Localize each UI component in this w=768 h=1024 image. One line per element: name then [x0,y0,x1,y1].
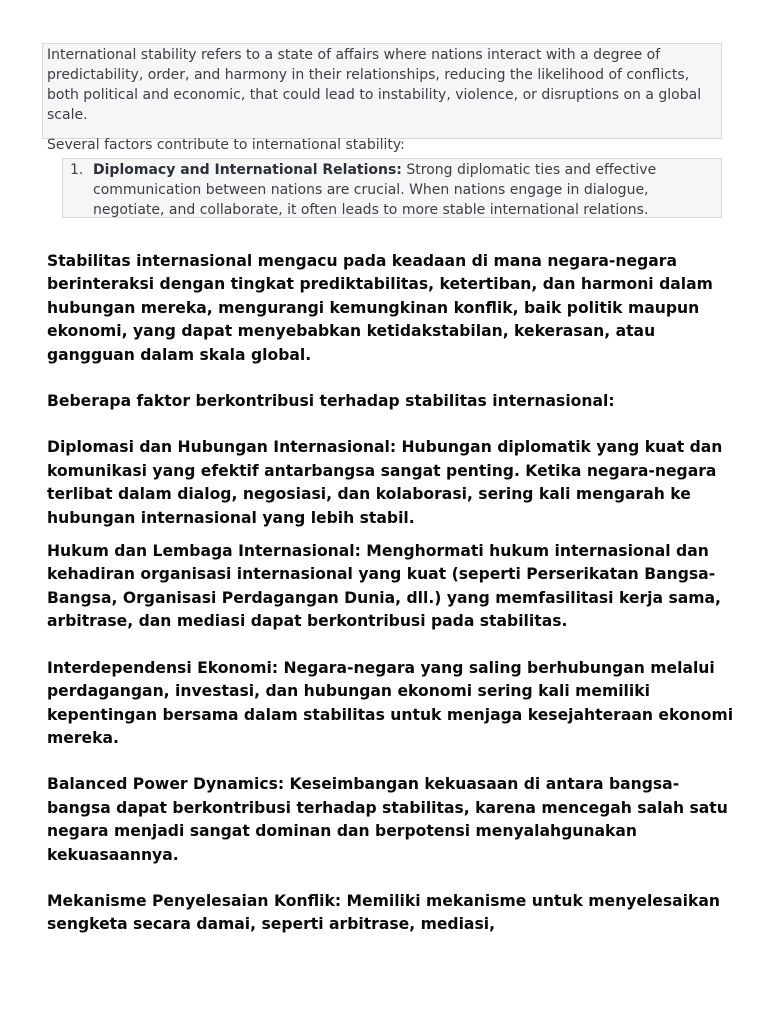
english-definition-paragraph: International stability refers to a state of affairs where nations interact with a degree of predictability, order, and harmony in their relationships, reducing the likelihood of conflicts, both political and economic, that could lead to instability, violence, or disruptions on a global scale. [47,47,702,123]
english-summary-box [42,43,722,153]
english-factor-list [62,158,722,218]
indonesian-factor-conflict: Mekanisme Penyelesaian Konflik: Memiliki mekanisme untuk menyelesaikan sengketa secara damai, seperti arbitrase, mediasi, [47,891,721,934]
indonesian-definition-paragraph: Stabilitas internasional mengacu pada keadaan di mana negara-negara berinteraksi dengan tingkat prediktabilitas, ketertiban, dan harmoni dalam hubungan mereka, mengurangi kemungkinan konflik, baik politik maupun ekonomi, yang dapat menyebabkan ketidakstabilan, kekerasan, atau gangguan dalam skala global. [47,252,713,364]
indonesian-factors-intro: Beberapa faktor berkontribusi terhadap stabilitas internasional: [47,392,615,411]
indonesian-translation [47,250,737,937]
list-item-description: Strong diplomatic ties and effective communication between nations are crucial. When nations engage in dialogue, negotiate, and collaborate, it often leads to more stable international relations. [93,162,657,218]
indonesian-factor-law: Hukum dan Lembaga Internasional: Menghormati hukum internasional dan kehadiran organisasi internasional yang kuat (seperti Perserikatan Bangsa-Bangsa, Organisasi Perdagangan Dunia, dll.) yang memfasilitasi kerja sama, arbitrase, dan mediasi dapat berkontribusi pada stabilitas. [47,542,721,631]
english-factors-intro: Several factors contribute to international stability: [47,137,405,153]
list-item-number: 1. [70,162,84,178]
indonesian-factor-diplomacy: Diplomasi dan Hubungan Internasional: Hubungan diplomatik yang kuat dan komunikasi yang efektif antarbangsa sangat penting. Ketika negara-negara terlibat dalam dialog, negosiasi, dan kolaborasi, sering kali mengarah ke hubungan internasional yang lebih stabil. [47,438,723,527]
indonesian-factor-power: Balanced Power Dynamics: Keseimbangan kekuasaan di antara bangsa-bangsa dapat berkontribusi terhadap stabilitas, karena mencegah salah satu negara menjadi sangat dominan dan berpotensi menyalahgunakan kekuasaannya. [47,775,728,864]
indonesian-factor-economy: Interdependensi Ekonomi: Negara-negara yang saling berhubungan melalui perdagangan, investasi, dan hubungan ekonomi sering kali memiliki kepentingan bersama dalam stabilitas untuk menjaga kesejahteraan ekonomi mereka. [47,658,734,747]
list-item-term: Diplomacy and International Relations: [93,162,402,178]
